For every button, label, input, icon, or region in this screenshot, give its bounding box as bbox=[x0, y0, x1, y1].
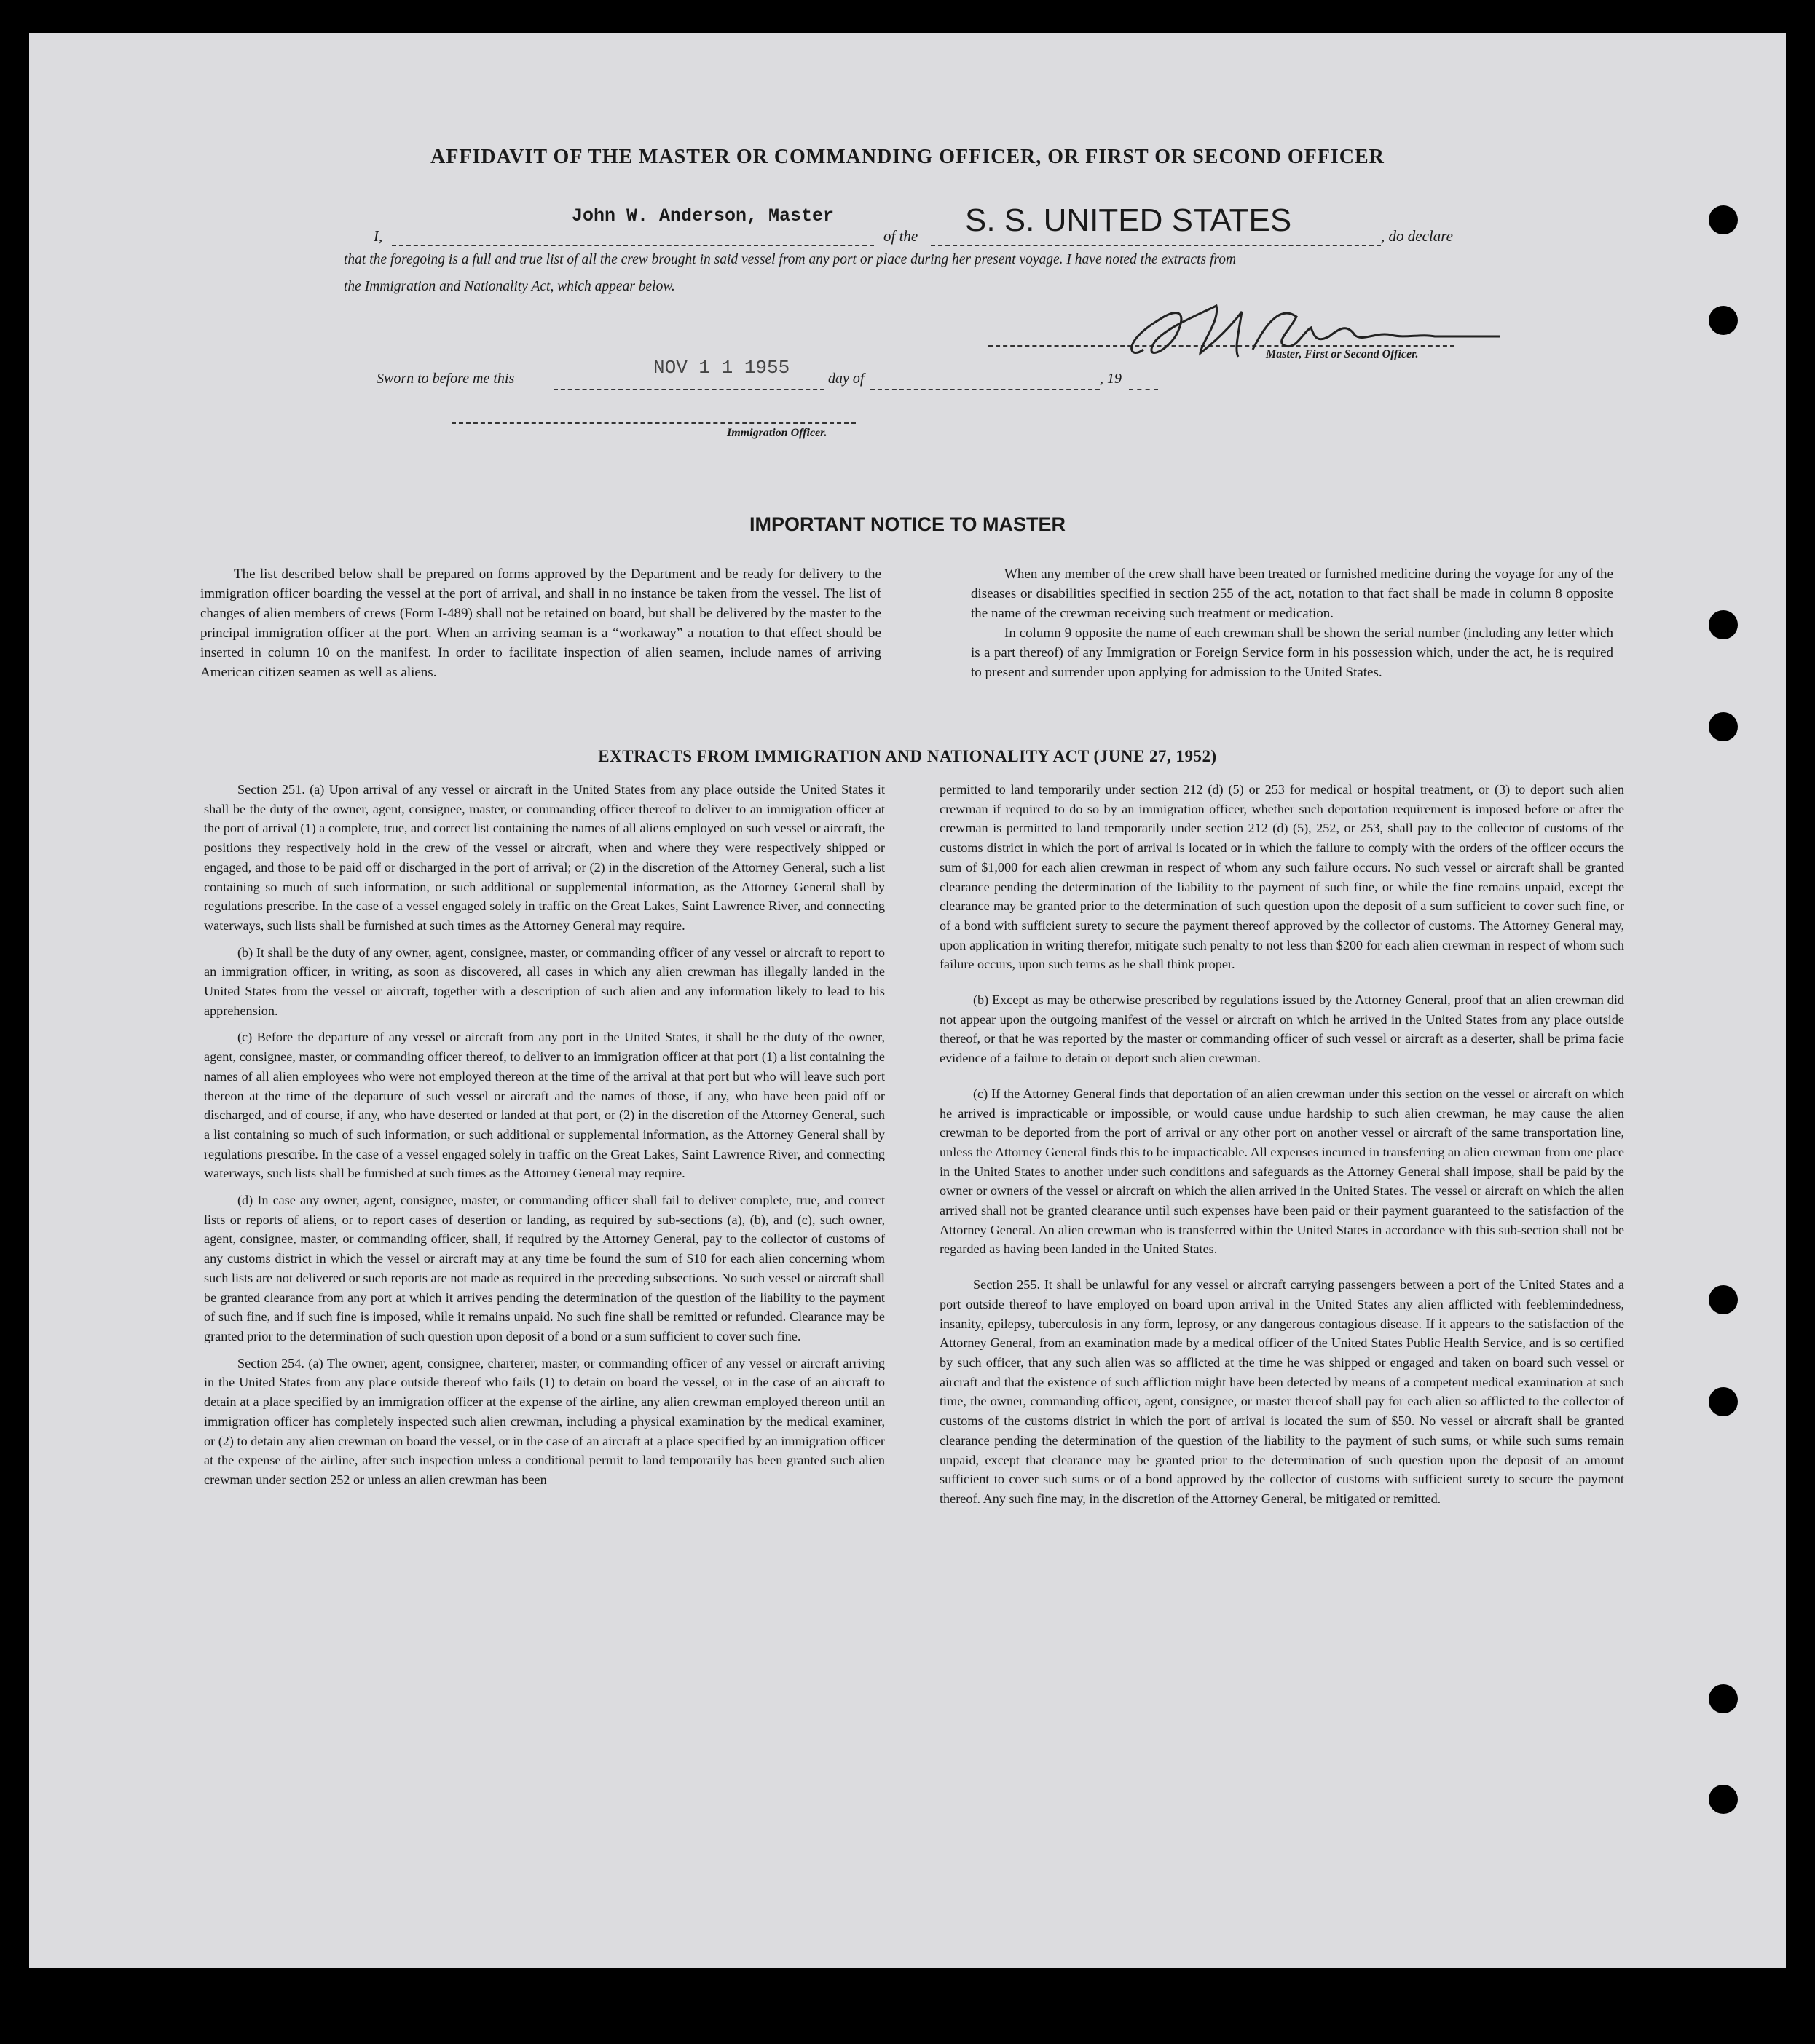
extract-paragraph: (c) Before the departure of any vessel or aircraft from any port in the United States, it shall be the duty of the owner, agent, consignee, master, or commanding officer thereof, to deliver to an immigration officer at that port (1) a list containing the names of all alien employees who were not employed thereon at the time of the arrival at that port but who will leave such port thereon at the time of the departure of such vessel or aircraft and the names of those, if any, who have been paid off or discharged, and of course, if any, who have deserted or landed at that port, or (2) in the discretion of the Attorney General, such a list containing so much of such information, or such additional or supplemental information, as the Attorney General shall by regulations prescribe. In the case of a vessel engaged solely in traffic on the Great Lakes, Saint Lawrence River, and connecting waterways, such lists shall be furnished at such times as the Attorney General may require. bbox=[204, 1030, 885, 1181]
of-the-label: of the bbox=[883, 227, 918, 245]
extract-paragraph: Section 254. (a) The owner, agent, consignee, charterer, master, or commanding officer of any vessel or aircraft arriving in the United States from any place outside thereof who fails (1) to detain on board the vessel, or in the case of an aircraft to detain at a place specified by an immigration officer at the expense of the airline, any alien crewman employed thereon until an immigration officer has completely inspected such alien crewman, including a physical examination by the medical examiner, or (2) to detain any alien crewman on board the vessel, or in the case of an aircraft at a place specified by an immigration officer at the expense of the airline, after such inspection unless a conditional permit to land temporarily has been granted such alien crewman under section 252 or unless an alien crewman has been bbox=[204, 1355, 885, 1487]
date-line bbox=[554, 389, 824, 390]
name-line bbox=[392, 245, 874, 246]
year-label: , 19 bbox=[1100, 371, 1122, 387]
signature-caption: Master, First or Second Officer. bbox=[1266, 348, 1419, 360]
punch-hole bbox=[1709, 306, 1738, 335]
officer-caption: Immigration Officer. bbox=[727, 427, 827, 439]
extracts-left-column bbox=[204, 780, 885, 1497]
day-of-label: day of bbox=[828, 371, 865, 387]
declaration-line-2: the Immigration and Nationality Act, which appear below. bbox=[344, 279, 675, 294]
declare-label: , do declare bbox=[1381, 227, 1453, 245]
punch-hole bbox=[1709, 205, 1738, 234]
extract-paragraph: Section 251. (a) Upon arrival of any vessel or aircraft in the United States from any place outside the United States it shall be the duty of the owner, agent, consignee, master, or commanding officer thereof to deliver to an immigration officer at the port of arrival (1) a complete, true, and correct list containing the names of all aliens employed on such vessel or aircraft, the positions they respectively hold in the crew of the vessel or aircraft, when and where they were respectively shipped or engaged, and those to be paid off or discharged in the port of arrival; or (2) in the discretion of the Attorney General, such a list containing so much of such information, or such additional or supplemental information, as the Attorney General shall by regulations prescribe. In the case of a vessel engaged solely in traffic on the Great Lakes, Saint Lawrence River, and connecting waterways, such lists shall be furnished at such times as the Attorney General may require. bbox=[204, 782, 885, 933]
extract-paragraph: (b) Except as may be otherwise prescribed by regulations issued by the Attorney General, proof that an alien crewman did not appear upon the outgoing manifest of the vessel or aircraft on which he arrived in the United States from any place outside thereof, or that he was reported by the master or commanding officer of such vessel or aircraft as a deserter, shall be prima facie evidence of a failure to detain or deport such alien crewman. bbox=[940, 993, 1624, 1066]
vessel-line bbox=[931, 245, 1381, 246]
affidavit-title: AFFIDAVIT OF THE MASTER OR COMMANDING OFFICER, OR FIRST OR SECOND OFFICER bbox=[430, 146, 1385, 168]
punch-hole bbox=[1709, 712, 1738, 741]
punch-hole bbox=[1709, 1785, 1738, 1814]
officer-line bbox=[452, 422, 856, 424]
affidavit-prefix: I, bbox=[374, 227, 383, 245]
notice-left-paragraph: The list described below shall be prepared on forms approved by the Department and be ready for delivery to the immigration officer boarding the vessel at the port of arrival, and shall in no instance be taken from the vessel. The list of changes of alien members of crews (Form I-489) shall not be retained on board, but shall be delivered by the master to the principal immigration officer at the port. When an arriving seaman is a “workaway” a notation to that effect should be inserted in column 10 on the manifest. In order to facilitate inspection of alien seamen, include names of arriving American citizen seamen as well as aliens. bbox=[200, 567, 881, 680]
punch-hole bbox=[1709, 610, 1738, 639]
extract-paragraph: (d) In case any owner, agent, consignee, master, or commanding officer shall fail to deliver complete, true, and correct lists or reports of aliens, or to report cases of desertion or landing, as required by sub-sections (a), (b), and (c), such owner, agent, consignee, master, or commanding officer, shall, if required by the Attorney General, pay to the collector of customs of any customs district in which the vessel or aircraft may at any time be found the sum of $10 for each alien concerning whom such lists are not delivered or such reports are not made as required in the preceding subsections. No such vessel or aircraft shall be granted clearance from any port at which it arrives pending the determination of the question of the liability to the payment of such fine, and if such fine is imposed, while it remains unpaid. No such fine shall be remitted or refunded. Clearance may be granted prior to the determination of such question upon deposit of a bond or a sum sufficient to cover such fine. bbox=[204, 1193, 885, 1343]
extract-paragraph: permitted to land temporarily under section 212 (d) (5) or 253 for medical or hospital treatment, or (3) to deport such alien crewman if required to do so by an immigration officer, whether such deportation requirement is imposed before or after the crewman is permitted to land temporarily under section 212 (d) (5), 252, or 253, shall pay to the collector of customs of the customs district in which the port of arrival is located or in which the failure to comply with the orders of the officer occurs the sum of $1,000 for each alien crewman in respect of whom any such failure occurs. No such vessel or aircraft shall be granted clearance pending the determination of the liability to the payment of such fine, or while the fine remains unpaid, except the clearance may be granted prior to the determination of such question upon the deposit of a sum sufficient to cover such fine, or of a bond with sufficient surety to secure the payment thereof approved by the collector of customs. The Attorney General may, upon application in writing therefor, mitigate such penalty to not less than $200 for each alien crewman in respect of whom such failure occurs, upon such terms as he shall think proper. bbox=[940, 782, 1624, 972]
extracts-title: EXTRACTS FROM IMMIGRATION AND NATIONALITY ACT (JUNE 27, 1952) bbox=[598, 747, 1217, 765]
punch-hole bbox=[1709, 1387, 1738, 1416]
notice-right-paragraph: When any member of the crew shall have been treated or furnished medicine during the voyage for any of the diseases or disabilities specified in section 255 of the act, notation to that fact shall be made in column 8 opposite the name of the crewman receiving such treatment or medication. bbox=[971, 567, 1613, 621]
date-stamp: NOV 1 1 1955 bbox=[653, 357, 790, 379]
master-name: John W. Anderson, Master bbox=[572, 205, 835, 226]
punch-hole bbox=[1709, 1285, 1738, 1314]
extract-paragraph: (b) It shall be the duty of any owner, agent, consignee, master, or commanding officer of any vessel or aircraft to report to an immigration officer, in writing, as soon as discovered, all cases in which any alien crewman has illegally landed in the United States from the vessel or aircraft, together with a description of such alien and any information likely to lead to his apprehension. bbox=[204, 944, 885, 1018]
declaration-line: that the foregoing is a full and true list of all the crew brought in said vessel from any port or place during her present voyage. I have noted the extracts from bbox=[344, 252, 1237, 267]
punch-hole bbox=[1709, 1684, 1738, 1713]
extract-paragraph: Section 255. It shall be unlawful for any vessel or aircraft carrying passengers between a port of the United States and a port outside thereof to have employed on board upon arrival in the United States any alien afflicted with feeblemindedness, insanity, epilepsy, tuberculosis in any form, leprosy, or any dangerous contagious disease. If it appears to the satisfaction of the Attorney General, from an examination made by a medical officer of the United States Public Health Service, and is so certified by such officer, that any such alien was so afflicted at the time he was shipped or engaged and taken on board such vessel or aircraft and that the existence of such affliction might have been detected by means of a competent medical examination at such time, the owner, commanding officer, agent, consignee, or master thereof shall pay for each alien so afflicted to the collector of customs of the customs district in which the port of arrival is located the sum of $50. No vessel or aircraft shall be granted clearance pending the determination of the question of the liability to the payment of such sums, or while such sums remain unpaid, except that clearance may be granted prior to the determination of such question upon the deposit of an amount sufficient to cover such sums or of a bond approved by the collector of customs with sufficient surety to secure the payment thereof. Any such fine may, in the discretion of the Attorney General, be mitigated or remitted. bbox=[940, 1277, 1624, 1506]
extracts-right-column bbox=[940, 780, 1624, 1516]
notice-right-column bbox=[971, 564, 1613, 690]
vessel-name: S. S. UNITED STATES bbox=[965, 202, 1292, 238]
sworn-label: Sworn to before me this bbox=[377, 371, 515, 387]
notice-left-column bbox=[200, 564, 881, 690]
year-line bbox=[1129, 389, 1158, 390]
notice-title: IMPORTANT NOTICE TO MASTER bbox=[749, 513, 1066, 535]
extract-paragraph: (c) If the Attorney General finds that deportation of an alien crewman under this section on the vessel or aircraft on which he arrived is impracticable or impossible, or would cause undue hardship to such alien crewman, he may cause the alien crewman to be deported from the port of arrival or any other port on another vessel or aircraft of the same transportation line, unless the Attorney General finds this to be impracticable. All expenses incurred in transferring an alien crewman from one place in the United States to another under such conditions and safeguards as the Attorney General shall impose, shall be paid by the owner or owners of the vessel or aircraft on which the alien arrived in the United States. The vessel or aircraft on which the alien arrived shall not be granted clearance until such expenses have been paid or their payment guaranteed to the satisfaction of the Attorney General. An alien crewman who is transferred within the United States in accordance with this sub-section shall not be regarded as having been landed in the United States. bbox=[940, 1086, 1624, 1257]
month-line bbox=[870, 389, 1100, 390]
notice-right-paragraph: In column 9 opposite the name of each crewman shall be shown the serial number (including any letter which is a part thereof) of any Immigration or Foreign Service form in his possession which, under the act, he is required to present and surrender upon applying for admission to the United States. bbox=[971, 626, 1613, 680]
